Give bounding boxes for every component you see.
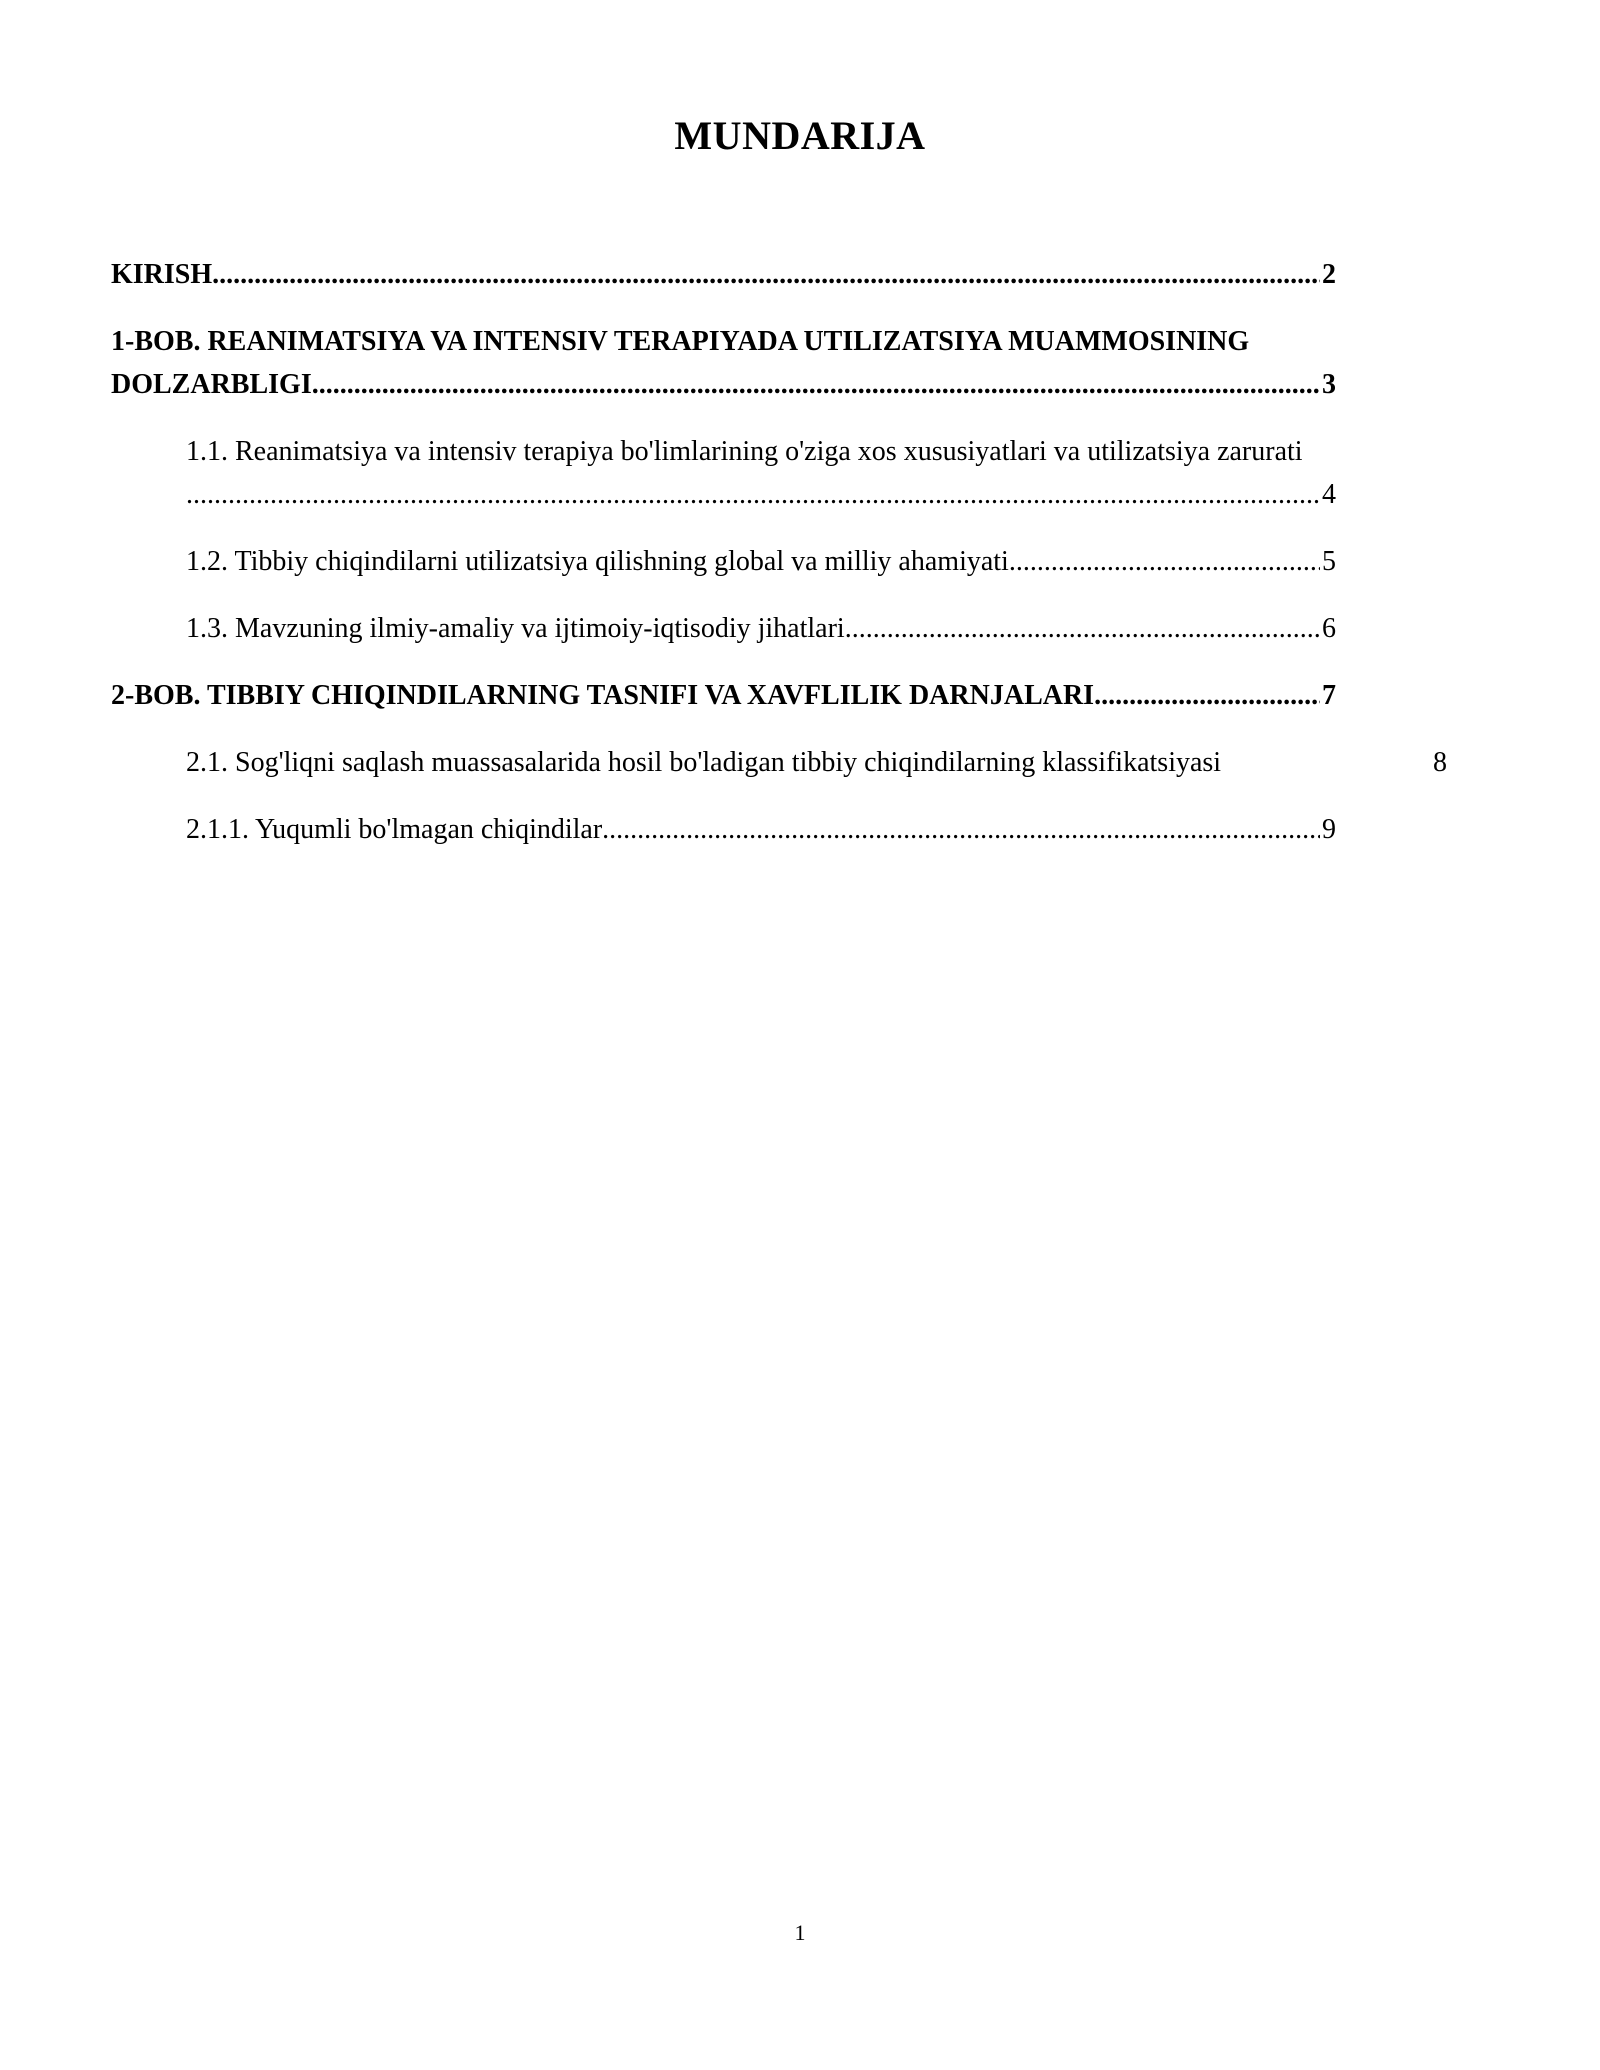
toc-entry-kirish[interactable] [111,255,1336,295]
toc-page-number: 7 [1322,680,1336,711]
toc-entry-label: KIRISH [111,259,213,290]
toc-entry-section-1-2[interactable] [186,542,1336,582]
toc-page-number: 5 [1322,546,1336,577]
toc-entry-section-1-1-line1[interactable]: 1.1. Reanimatsiya va intensiv terapiya bo'limlarining o'ziga xos xususiyatlari va utilizatsiya zarurati [186,436,1303,467]
toc-entry-label: 2-BOB. TIBBIY CHIQINDILARNING TASNIFI VA XAVFLILIK DARNJALARI [111,680,1095,711]
toc-entry-label: DOLZARBLIGI [111,369,312,400]
page-number-footer: 1 [794,1920,806,1945]
toc-entry-chapter-1-line1[interactable]: 1-BOB. REANIMATSIYA VA INTENSIV TERAPIYADA UTILIZATSIYA MUAMMOSINING [111,326,1250,357]
toc-page-number: 6 [1322,613,1336,644]
toc-leader-dots [1094,676,1320,716]
toc-entry-section-1-1[interactable] [186,475,1336,515]
toc-entry-label: 2.1.1. Yuqumli bo'lmagan chiqindilar [186,814,603,845]
toc-leader-dots [845,609,1320,649]
toc-leader-dots [212,255,1320,295]
toc-page-number: 9 [1322,814,1336,845]
toc-entry-section-2-1-1[interactable] [186,810,1336,850]
toc-page-number: 4 [1322,479,1336,510]
toc-entry-label: 1.2. Tibbiy chiqindilarni utilizatsiya qilishning global va milliy ahamiyati [186,546,1009,577]
toc-entry-section-1-3[interactable] [186,609,1336,649]
toc-entry-label: 1.3. Mavzuning ilmiy-amaliy va ijtimoiy-iqtisodiy jihatlari [186,613,845,644]
toc-page-number: 8 [1433,747,1447,778]
toc-page-number: 3 [1322,369,1336,400]
toc-entry-chapter-1[interactable] [111,365,1336,405]
toc-leader-dots [1009,542,1320,582]
toc-entry-chapter-2[interactable] [111,676,1336,716]
toc-leader-dots [312,365,1320,405]
toc-entry-section-2-1[interactable]: 2.1. Sog'liqni saqlash muassasalarida hosil bo'ladigan tibbiy chiqindilarning klassifikatsiyasi [186,747,1222,778]
toc-page-number: 2 [1322,259,1336,290]
toc-leader-dots [186,475,1320,515]
page-title: MUNDARIJA [674,113,926,158]
toc-leader-dots [602,810,1320,850]
